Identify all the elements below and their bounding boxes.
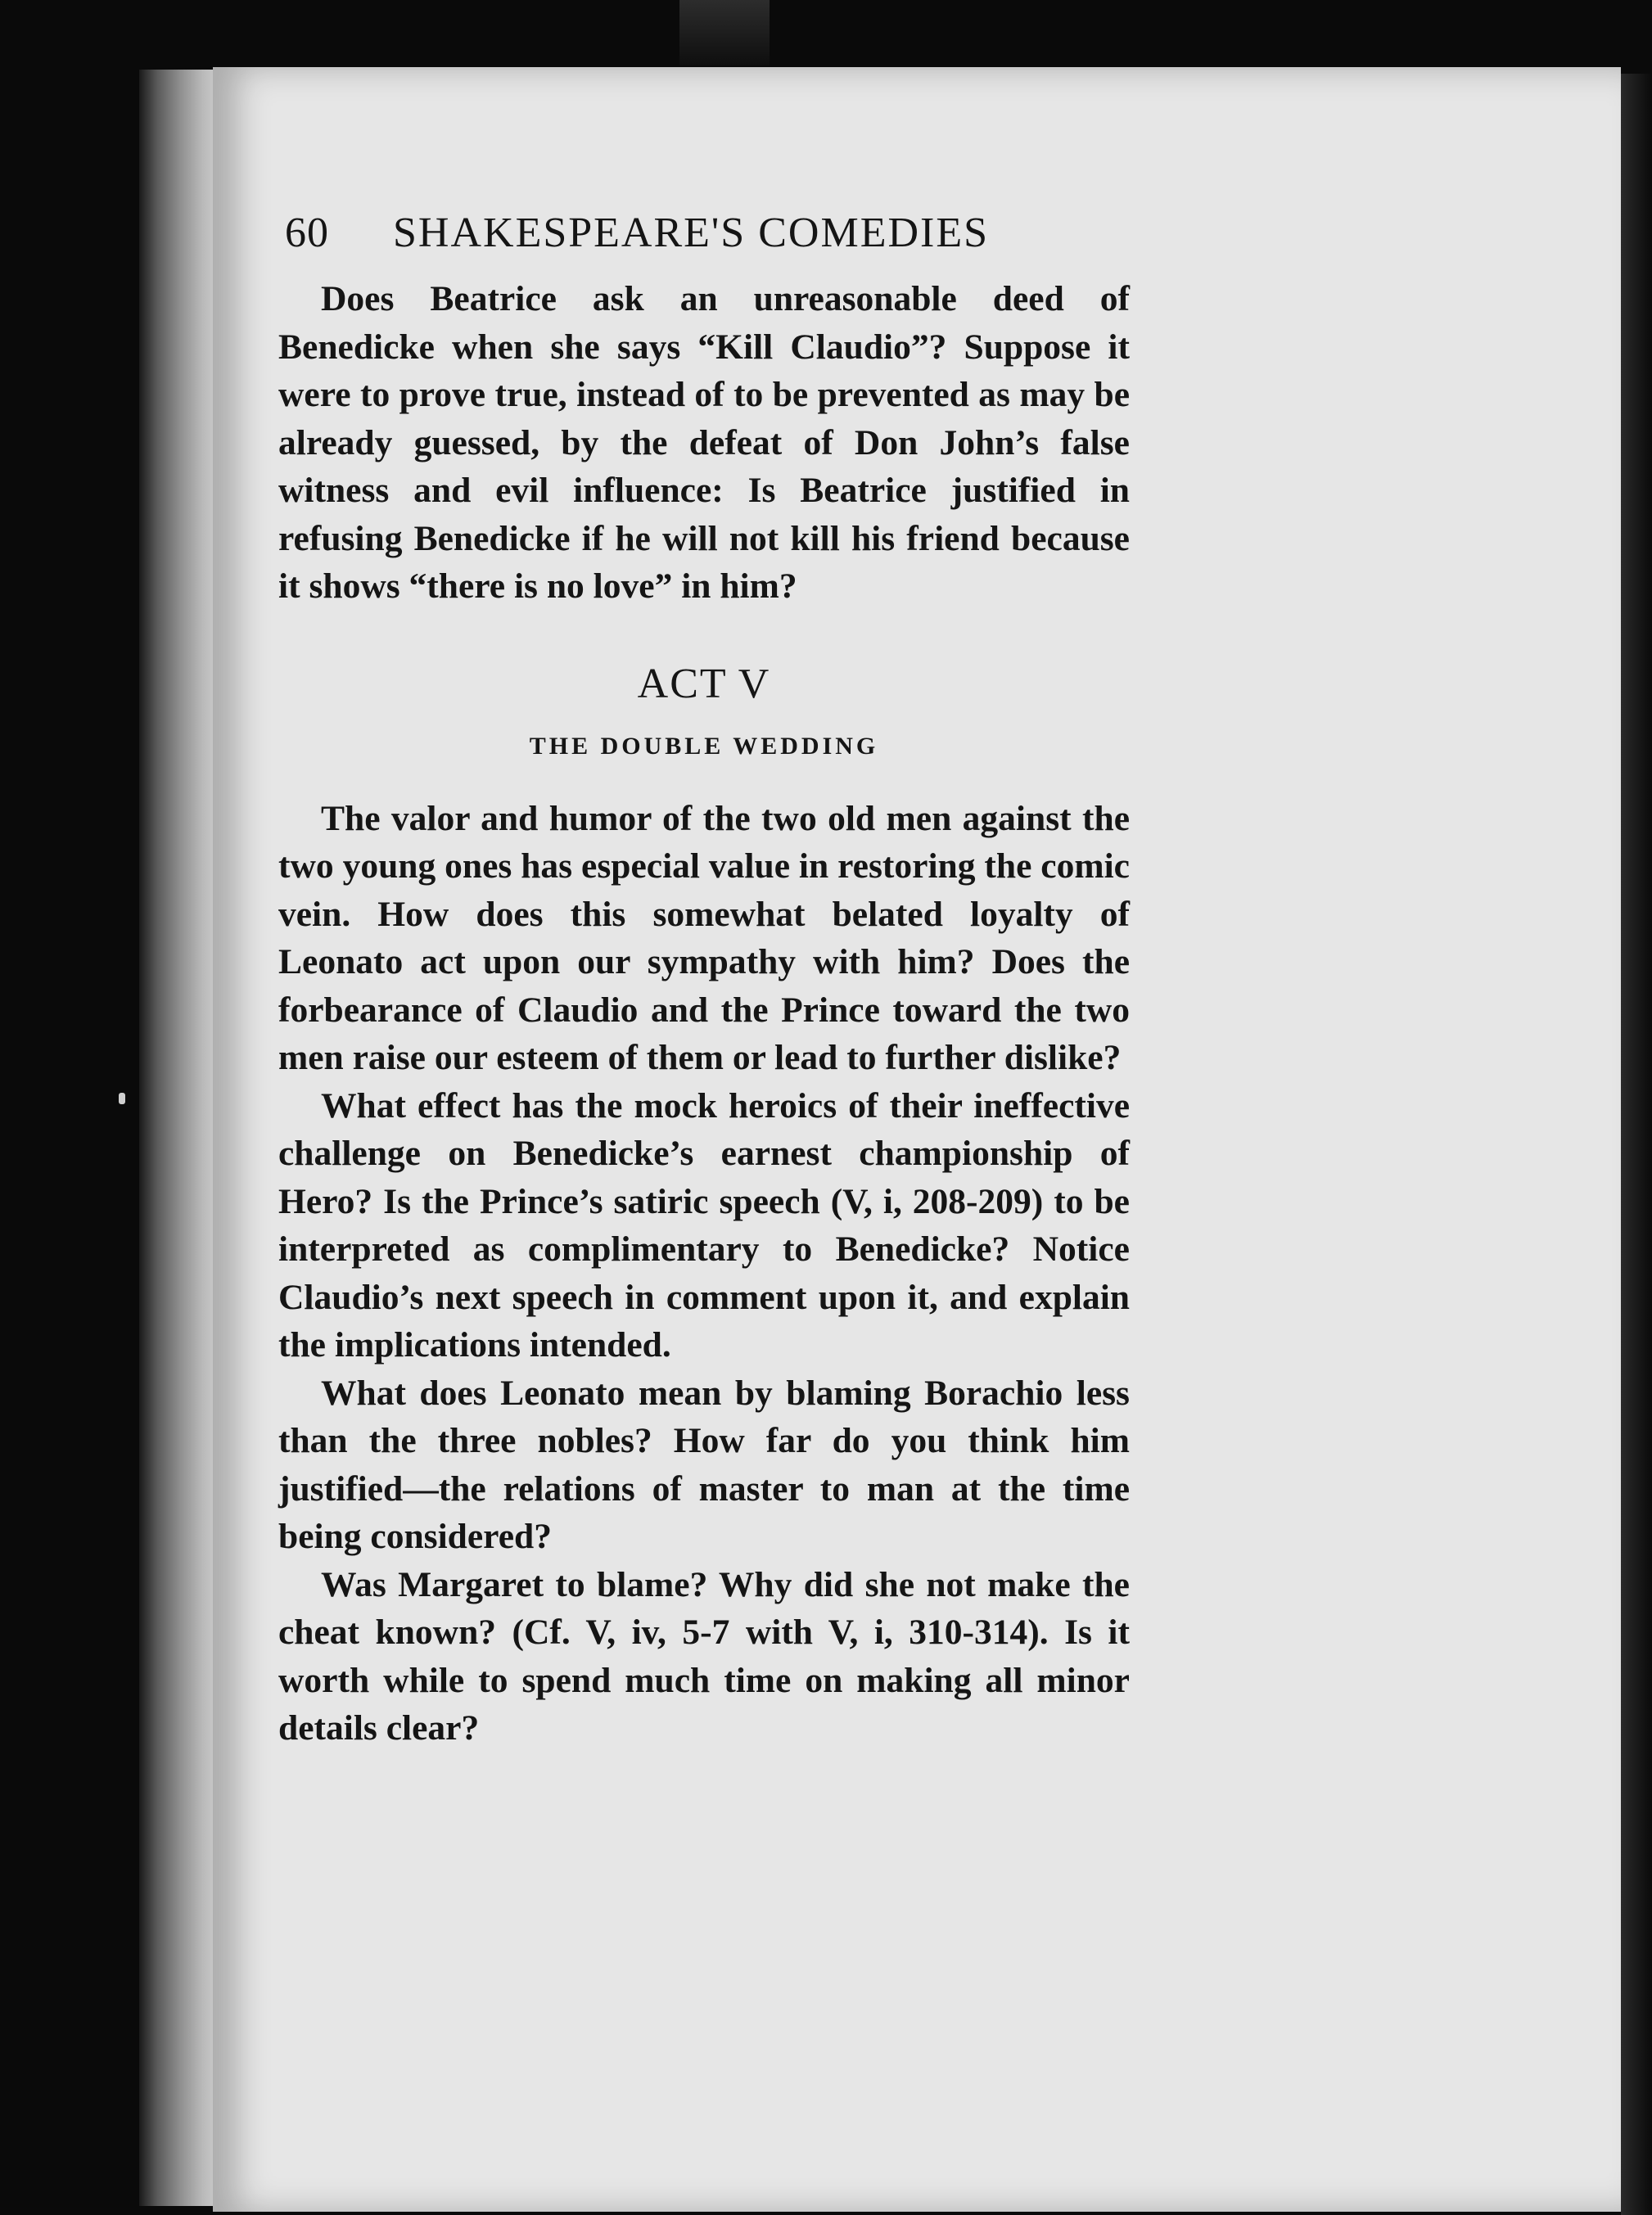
page-text-block <box>278 209 1130 1753</box>
paragraph-mock-heroics: What effect has the mock heroics of their ineffective challenge on Benedicke’s earnest championship of Hero? Is the Prince’s satiric speech (V, i, 208-209) to be interpreted as complimentary to Benedicke? Notice Claudio’s next speech in comment upon it, and explain the implications intended. <box>278 1085 1130 1365</box>
paragraph-margaret: Was Margaret to blame? Why did she not make the cheat known? (Cf. V, iv, 5-7 with V, i, 310-314). Is it worth while to spend much time on making all minor details clear? <box>278 1564 1130 1748</box>
scan-artifact-speck <box>119 1093 125 1104</box>
running-title: SHAKESPEARE'S COMEDIES <box>392 210 990 256</box>
running-head <box>278 209 1130 257</box>
paragraph-valor-humor: The valor and humor of the two old men against the two young ones has especial value in restoring the comic vein. How does this somewhat belated loyalty of Leonato act upon our sympathy with him? Does the forbearance of Claudio and the Prince toward the two men raise our esteem of them or lead to further dislike? <box>278 798 1130 1077</box>
paragraph-beatrice-question: Does Beatrice ask an unreasonable deed of Benedicke when she says “Kill Claudio”? Suppose it were to prove true, instead of to be prevented as may be already guessed, by the defeat of Don John’s false witness and evil influence: Is Beatrice justified in refusing Benedicke if he will not kill his friend because it shows “there is no love” in him? <box>278 279 1130 606</box>
right-page-edge <box>1621 74 1652 2215</box>
act-subheading: THE DOUBLE WEDDING <box>529 732 879 760</box>
scan-artifact <box>679 0 770 65</box>
page-number: 60 <box>285 210 329 256</box>
act-heading: ACT V <box>637 660 771 707</box>
paragraph-leonato-borachio: What does Leonato mean by blaming Borachio less than the three nobles? How far do you think him justified—the relations of master to man at the time being considered? <box>278 1373 1130 1556</box>
